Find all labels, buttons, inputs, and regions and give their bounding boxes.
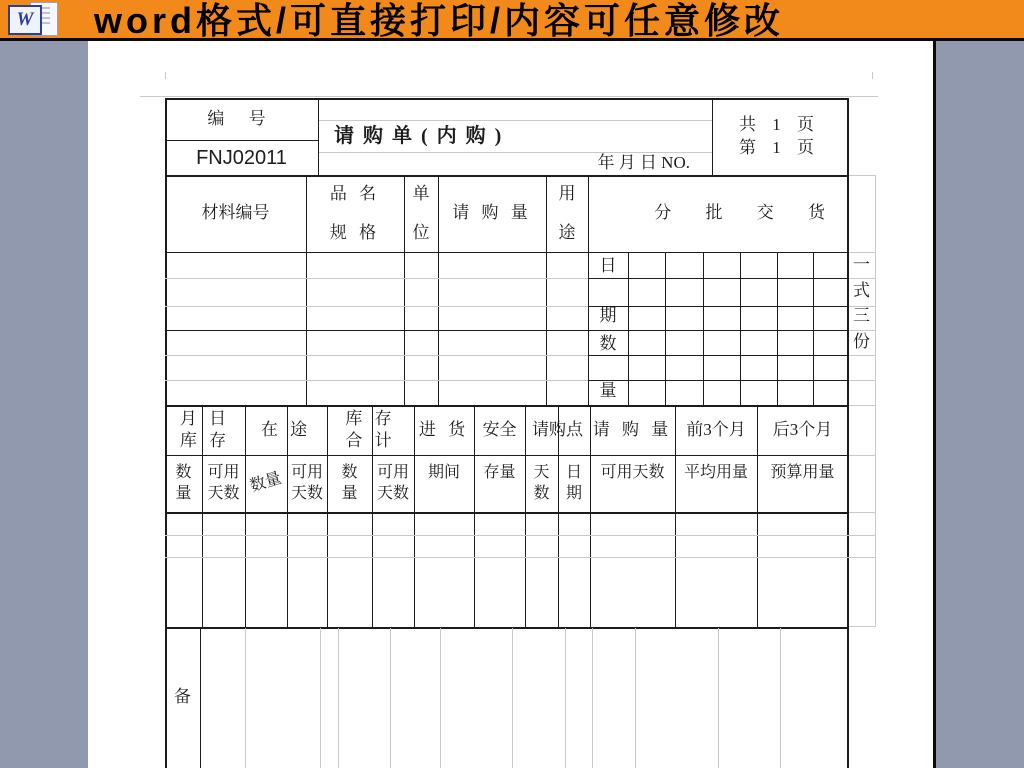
group-request-qty: 请 购 量 xyxy=(592,419,673,439)
sub-date: 日 期 xyxy=(565,463,582,502)
col-request-qty: 请 购 量 xyxy=(452,203,532,223)
sub-qty-3: 数 量 xyxy=(341,463,358,502)
sub-days-2: 可用 天数 xyxy=(290,463,323,502)
page-current: 第 1 页 xyxy=(739,137,820,157)
page-total: 共 1 页 xyxy=(739,115,820,135)
group-next-3-months: 后3个月 xyxy=(772,419,833,439)
col-product-spec: 品 名 规 格 xyxy=(329,184,381,242)
code-value: FNJ02011 xyxy=(196,146,287,169)
col-material-no: 材料编号 xyxy=(201,203,270,223)
sub-average-usage: 平均用量 xyxy=(683,464,748,481)
group-prev-3-months: 前3个月 xyxy=(686,419,746,439)
sub-qty-1: 数 量 xyxy=(175,463,192,502)
promo-banner xyxy=(0,0,1024,41)
code-label: 编 号 xyxy=(207,108,276,128)
sub-available-days: 可用天数 xyxy=(600,464,665,481)
group-reorder-point: 请购点 xyxy=(532,419,583,439)
word-icon-front-page: W xyxy=(8,5,42,35)
body-date-label: 日 期 xyxy=(599,256,617,325)
body-qty-label: 数 量 xyxy=(599,334,617,400)
col-purpose: 用 途 xyxy=(558,184,576,242)
sub-days-4: 天 数 xyxy=(533,463,550,502)
group-month-day-stock: 月 日 库 存 xyxy=(179,408,231,450)
sub-period: 期间 xyxy=(427,464,460,481)
document-page xyxy=(88,41,933,768)
page-right-edge xyxy=(933,41,936,768)
group-incoming: 进 货 xyxy=(418,419,470,439)
promo-banner-text: word格式/可直接打印/内容可任意修改 xyxy=(94,0,784,41)
group-safety: 安全 xyxy=(482,419,517,439)
sub-budget-usage: 预算用量 xyxy=(770,464,835,481)
form-title: 请 购 单 ( 内 购 ) xyxy=(334,125,504,147)
copies-note: 一 式 三 份 xyxy=(853,255,870,351)
sub-days-1: 可用 天数 xyxy=(207,463,240,502)
remark-label: 备 xyxy=(174,687,191,707)
sub-days-3: 可用 天数 xyxy=(376,463,409,502)
word-document-icon xyxy=(8,2,60,36)
sub-stock-level: 存量 xyxy=(483,464,516,481)
sub-qty-2: 数量 xyxy=(247,469,284,496)
col-batch-delivery: 分 批 交 货 xyxy=(654,203,840,223)
group-stock-total: 库 存 合 计 xyxy=(345,408,396,450)
group-in-transit: 在 途 xyxy=(260,419,312,439)
date-no-label: 年 月 日 NO. xyxy=(597,153,690,173)
col-unit: 单 位 xyxy=(412,184,430,242)
